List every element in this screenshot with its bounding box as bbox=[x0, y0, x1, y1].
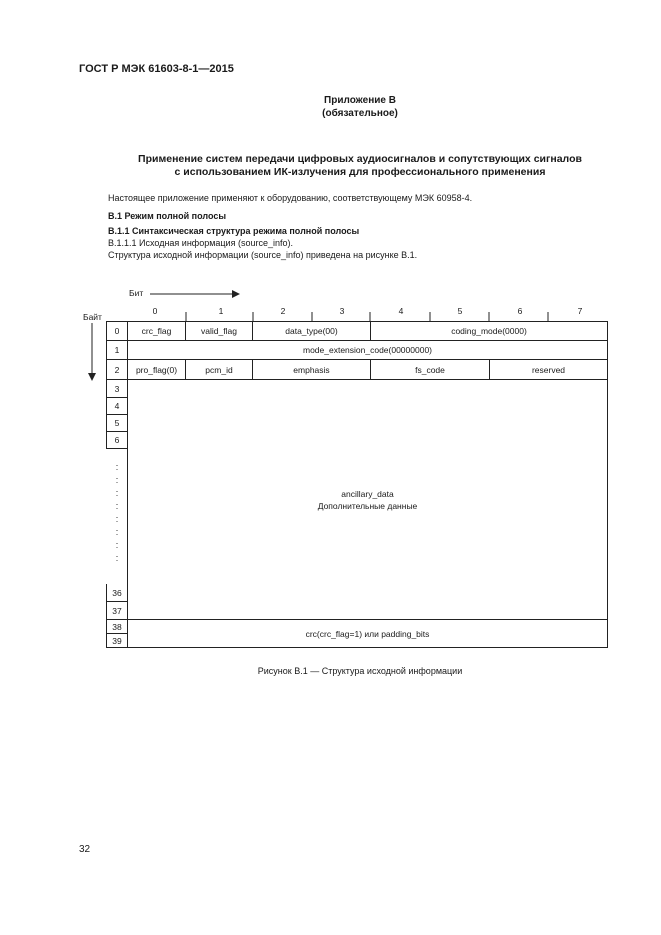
byte-dots-7: : bbox=[115, 540, 119, 550]
field-pro-flag: pro_flag(0) bbox=[127, 359, 186, 380]
byte-dots-6: : bbox=[115, 527, 119, 537]
byte-37: 37 bbox=[106, 601, 128, 620]
bit-2: 2 bbox=[280, 306, 286, 316]
byte-label: Байт bbox=[83, 312, 102, 322]
byte-dots-8: : bbox=[115, 553, 119, 563]
bit-label: Бит bbox=[129, 288, 144, 298]
byte-0: 0 bbox=[106, 321, 128, 341]
byte-dots-5: : bbox=[115, 514, 119, 524]
field-reserved: reserved bbox=[489, 359, 608, 380]
byte-dots-4: : bbox=[115, 501, 119, 511]
byte-5: 5 bbox=[106, 414, 128, 432]
field-emphasis: emphasis bbox=[252, 359, 371, 380]
field-pcm-id: pcm_id bbox=[185, 359, 253, 380]
byte-arrow-icon bbox=[86, 323, 98, 381]
field-ancillary-data bbox=[127, 379, 608, 620]
byte-2: 2 bbox=[106, 359, 128, 380]
bit-1: 1 bbox=[218, 306, 224, 316]
section-b1-heading: В.1 Режим полной полосы bbox=[108, 211, 227, 221]
byte-36: 36 bbox=[106, 584, 128, 602]
appendix-title bbox=[60, 94, 660, 120]
byte-dots-2: : bbox=[115, 475, 119, 485]
section-b111-heading: В.1.1.1 Исходная информация (source_info). bbox=[108, 238, 293, 248]
figure-caption: Рисунок В.1 — Структура исходной информации bbox=[257, 666, 463, 676]
field-crc-padding: crc(crc_flag=1) или padding_bits bbox=[127, 619, 608, 648]
intro-paragraph: Настоящее приложение применяют к оборудованию, соответствующему МЭК 60958-4. bbox=[108, 193, 473, 203]
field-coding-mode: coding_mode(0000) bbox=[370, 321, 608, 341]
field-valid-flag: valid_flag bbox=[185, 321, 253, 341]
byte-1: 1 bbox=[106, 340, 128, 360]
byte-dots-1: : bbox=[115, 462, 119, 472]
byte-4: 4 bbox=[106, 397, 128, 415]
field-data-type: data_type(00) bbox=[252, 321, 371, 341]
ancillary-data-translation: Дополнительные данные bbox=[317, 500, 418, 511]
byte-6: 6 bbox=[106, 431, 128, 449]
page-number: 32 bbox=[79, 844, 91, 855]
byte-38: 38 bbox=[106, 619, 128, 634]
figure-reference: Структура исходной информации (source_info) приведена на рисунке В.1. bbox=[108, 250, 418, 260]
bit-0: 0 bbox=[152, 306, 158, 316]
field-mode-extension-code: mode_extension_code(00000000) bbox=[127, 340, 608, 360]
main-title-line2: с использованием ИК-излучения для профессионального применения bbox=[174, 166, 546, 178]
byte-3: 3 bbox=[106, 379, 128, 398]
bit-5: 5 bbox=[457, 306, 463, 316]
bit-7: 7 bbox=[577, 306, 583, 316]
main-title-line1: Применение систем передачи цифровых аудиосигналов и сопутствующих сигналов bbox=[138, 153, 582, 165]
bit-4: 4 bbox=[398, 306, 404, 316]
field-fs-code: fs_code bbox=[370, 359, 490, 380]
bit-6: 6 bbox=[517, 306, 523, 316]
standard-header: ГОСТ Р МЭК 61603-8-1—2015 bbox=[79, 63, 234, 75]
byte-39: 39 bbox=[106, 633, 128, 648]
appendix-name: Приложение В bbox=[324, 95, 396, 106]
bit-3: 3 bbox=[339, 306, 345, 316]
bit-arrow-icon bbox=[150, 288, 240, 300]
field-crc-flag: crc_flag bbox=[127, 321, 186, 341]
appendix-status: (обязательное) bbox=[322, 108, 398, 119]
section-b11-heading: В.1.1 Синтаксическая структура режима полной полосы bbox=[108, 226, 360, 236]
byte-dots-3: : bbox=[115, 488, 119, 498]
main-title bbox=[60, 153, 660, 179]
ancillary-data-label: ancillary_data bbox=[341, 488, 394, 499]
